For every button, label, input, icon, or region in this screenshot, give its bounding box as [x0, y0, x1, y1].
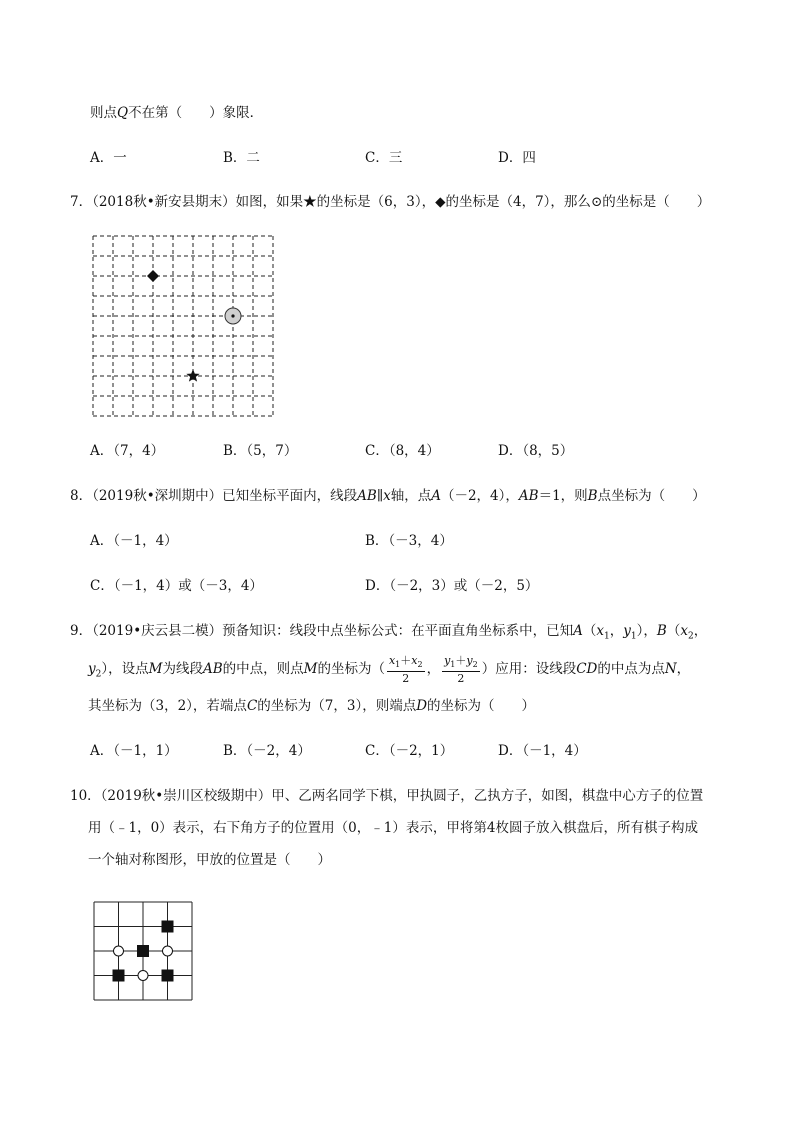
q6-option-d[interactable]: D．四: [498, 150, 536, 166]
q6-option-c[interactable]: C．三: [365, 150, 403, 166]
round-piece: [138, 971, 148, 981]
q10-stem-line1: 10．（2019秋•崇川区校级期中）甲、乙两名同学下棋，甲执圆子，乙执方子，如图，棋盘中心方子的位置: [70, 788, 704, 804]
q6-option-a[interactable]: A．一: [90, 150, 127, 166]
star-symbol: ★: [303, 194, 317, 210]
q8-stem: 8．（2019秋•深圳期中）已知坐标平面内，线段AB∥x轴，点A（－2，4），AB＝1，则B点坐标为（ ）: [70, 488, 706, 504]
midpoint-x-fraction: $\frac{x_1+x_2}{2}$: [388, 653, 423, 686]
q7-option-d[interactable]: D．（8，5）: [498, 443, 574, 459]
q10-stem-line2: 用（﹣1，0）表示，右下角方子的位置用（0，﹣1）表示，甲将第4枚圆子放入棋盘后，所有棋子构成: [88, 820, 698, 836]
q7-option-a[interactable]: A．（7，4）: [90, 443, 165, 459]
q7-stem: 7．（2018秋•新安县期末）如图，如果★的坐标是（6，3），◆的坐标是（4，7），那么⊙的坐标是（ ）: [70, 194, 711, 210]
q10-stem-line3: 一个轴对称图形，甲放的位置是（ ）: [88, 852, 331, 868]
q6-option-b[interactable]: B．二: [223, 150, 260, 166]
q9-stem-line1: 9．（2019•庆云县二模）预备知识：线段中点坐标公式：在平面直角坐标系中，已知$A(x_1$，$y_1$），$B(x_2$，: [70, 623, 708, 642]
q9-stem-line3: 其坐标为（3，2），若端点C的坐标为（7，3），则端点D的坐标为（ ）: [88, 698, 536, 714]
round-piece: [114, 946, 124, 956]
q8-option-b[interactable]: B．（－3，4）: [365, 533, 453, 549]
square-piece: [113, 970, 125, 982]
q9-option-d[interactable]: D．（－1，4）: [498, 743, 587, 759]
q9-option-b[interactable]: B．（－2，4）: [223, 743, 311, 759]
q8-option-d[interactable]: D．（－2，3）或（－2，5）: [365, 578, 539, 594]
circle-marker-dot: [231, 314, 234, 317]
q9-stem-line2: $y_2$），设点M为线段AB的中点，则点M的坐标为（ $\frac{x_1+x_2}{2}$ ， $\frac{y_1+y_2}{2}$ ）应用：设线段CD的中点为点N，: [88, 653, 691, 686]
square-piece: [162, 921, 174, 933]
q9-option-c[interactable]: C．（－2，1）: [365, 743, 454, 759]
q8-option-a[interactable]: A．（－1，4）: [90, 533, 178, 549]
q10-chessboard-figure: [94, 902, 194, 1002]
q7-grid-figure: [93, 236, 273, 416]
q7-option-c[interactable]: C．（8，4）: [365, 443, 440, 459]
q8-option-c[interactable]: C．（－1，4）或（－3，4）: [90, 578, 263, 594]
square-piece: [137, 945, 149, 957]
diamond-symbol: ◆: [435, 194, 446, 210]
diamond-marker: [147, 270, 159, 282]
q6-stem: 则点Q不在第（ ）象限．: [90, 105, 264, 121]
midpoint-y-fraction: $\frac{y_1+y_2}{2}$: [444, 653, 478, 686]
q9-option-a[interactable]: A．（－1，1）: [90, 743, 178, 759]
circle-dot-symbol: ⊙: [590, 194, 603, 210]
q7-option-b[interactable]: B．（5，7）: [223, 443, 298, 459]
round-piece: [163, 946, 173, 956]
square-piece: [162, 970, 174, 982]
